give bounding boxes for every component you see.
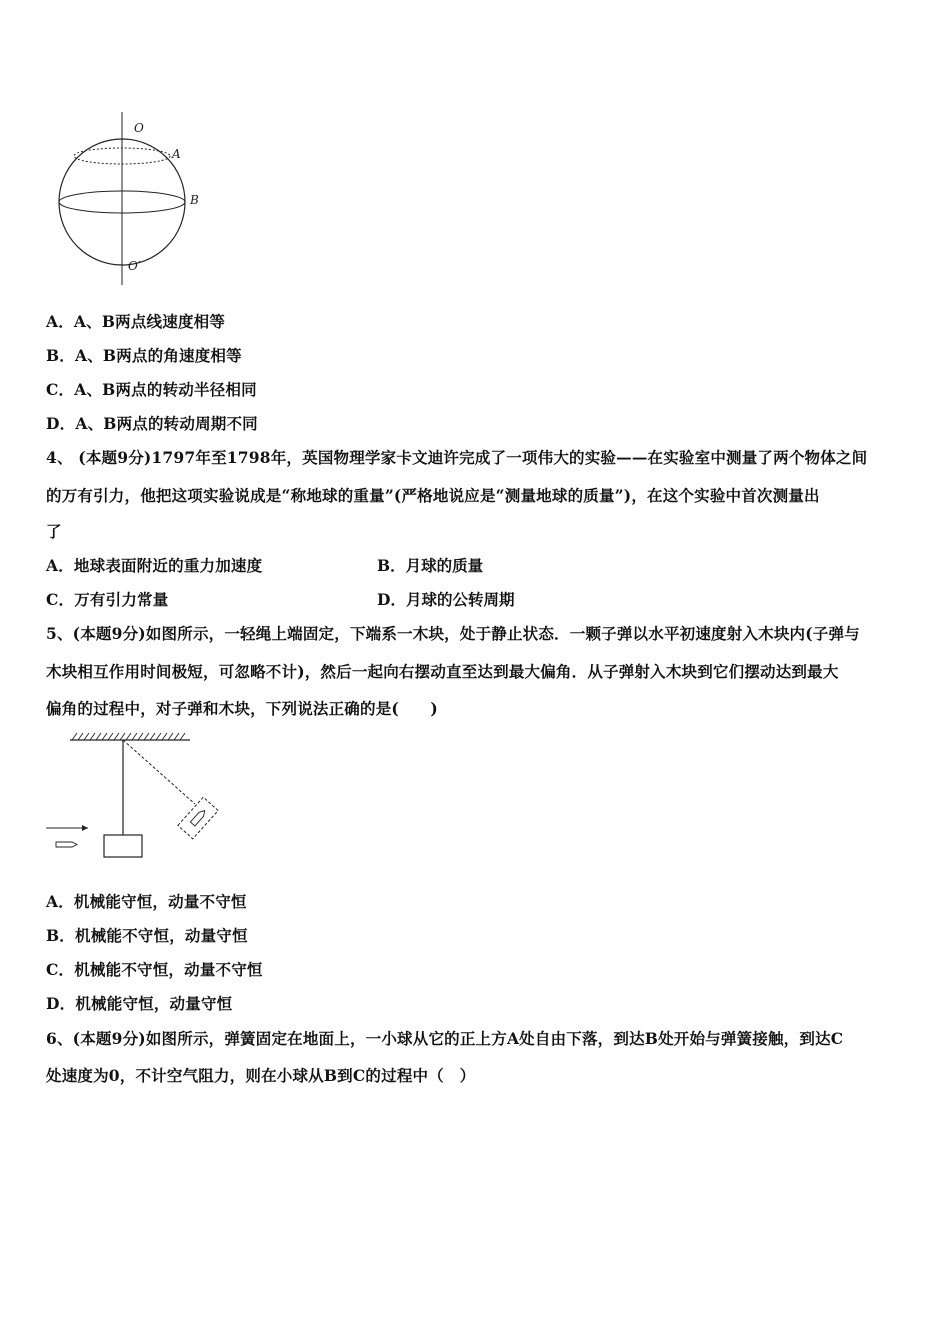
wood-block xyxy=(104,835,142,857)
q5-option-a: A．机械能守恒，动量不守恒 xyxy=(46,892,247,911)
q6-stem-line2: 处速度为0，不计空气阻力，则在小球从B到C的过程中（ ） xyxy=(46,1066,476,1085)
sphere-figure xyxy=(50,110,220,290)
q5-stem-line3: 偏角的过程中，对子弹和木块，下列说法正确的是( ) xyxy=(46,699,438,718)
label-o-top: O xyxy=(134,121,144,135)
q3-option-c: C．A、B两点的转动半径相同 xyxy=(46,380,257,399)
q6-stem-line1: 6、(本题9分)如图所示，弹簧固定在地面上，一小球从它的正上方A处自由下落，到达B处开始与弹簧接触，到达C xyxy=(46,1029,844,1048)
q4-option-b: B．月球的质量 xyxy=(377,556,484,575)
q5-option-b: B．机械能不守恒，动量守恒 xyxy=(46,926,248,945)
label-o-bottom: O′ xyxy=(128,259,141,273)
ceiling-hatch xyxy=(72,733,185,740)
q3-option-a: A．A、B两点线速度相等 xyxy=(46,312,226,331)
q3-option-d: D．A、B两点的转动周期不同 xyxy=(46,414,258,433)
label-b: B xyxy=(190,193,199,207)
pendulum-figure xyxy=(40,728,230,863)
q3-option-b: B．A、B两点的角速度相等 xyxy=(46,346,242,365)
q4-stem-line1: 4、 (本题9分)1797年至1798年，英国物理学家卡文迪许完成了一项伟大的实验——在实验室中测量了两个物体之间 xyxy=(46,448,868,467)
q5-option-c: C．机械能不守恒，动量不守恒 xyxy=(46,960,263,979)
q4-option-a: A．地球表面附近的重力加速度 xyxy=(46,556,263,575)
bullet xyxy=(56,842,77,847)
q5-stem-line1: 5、(本题9分)如图所示，一轻绳上端固定，下端系一木块，处于静止状态．一颗子弹以水平初速度射入木块内(子弹与 xyxy=(46,624,860,643)
q4-option-c: C．万有引力常量 xyxy=(46,590,169,609)
q5-stem-line2: 木块相互作用时间极短，可忽略不计)，然后一起向右摆动直至达到最大偏角．从子弹射入木块到它们摆动达到最大 xyxy=(46,662,839,681)
q4-option-d: D．月球的公转周期 xyxy=(377,590,515,609)
q5-option-d: D．机械能守恒，动量守恒 xyxy=(46,994,233,1013)
q4-stem-line3: 了 xyxy=(46,522,62,541)
label-a: A xyxy=(172,147,181,161)
q4-stem-line2: 的万有引力，他把这项实验说成是“称地球的重量”(严格地说应是“测量地球的质量”)，在这个实验中首次测量出 xyxy=(46,486,820,505)
rope-dashed xyxy=(123,740,195,804)
block-swung xyxy=(178,797,218,839)
